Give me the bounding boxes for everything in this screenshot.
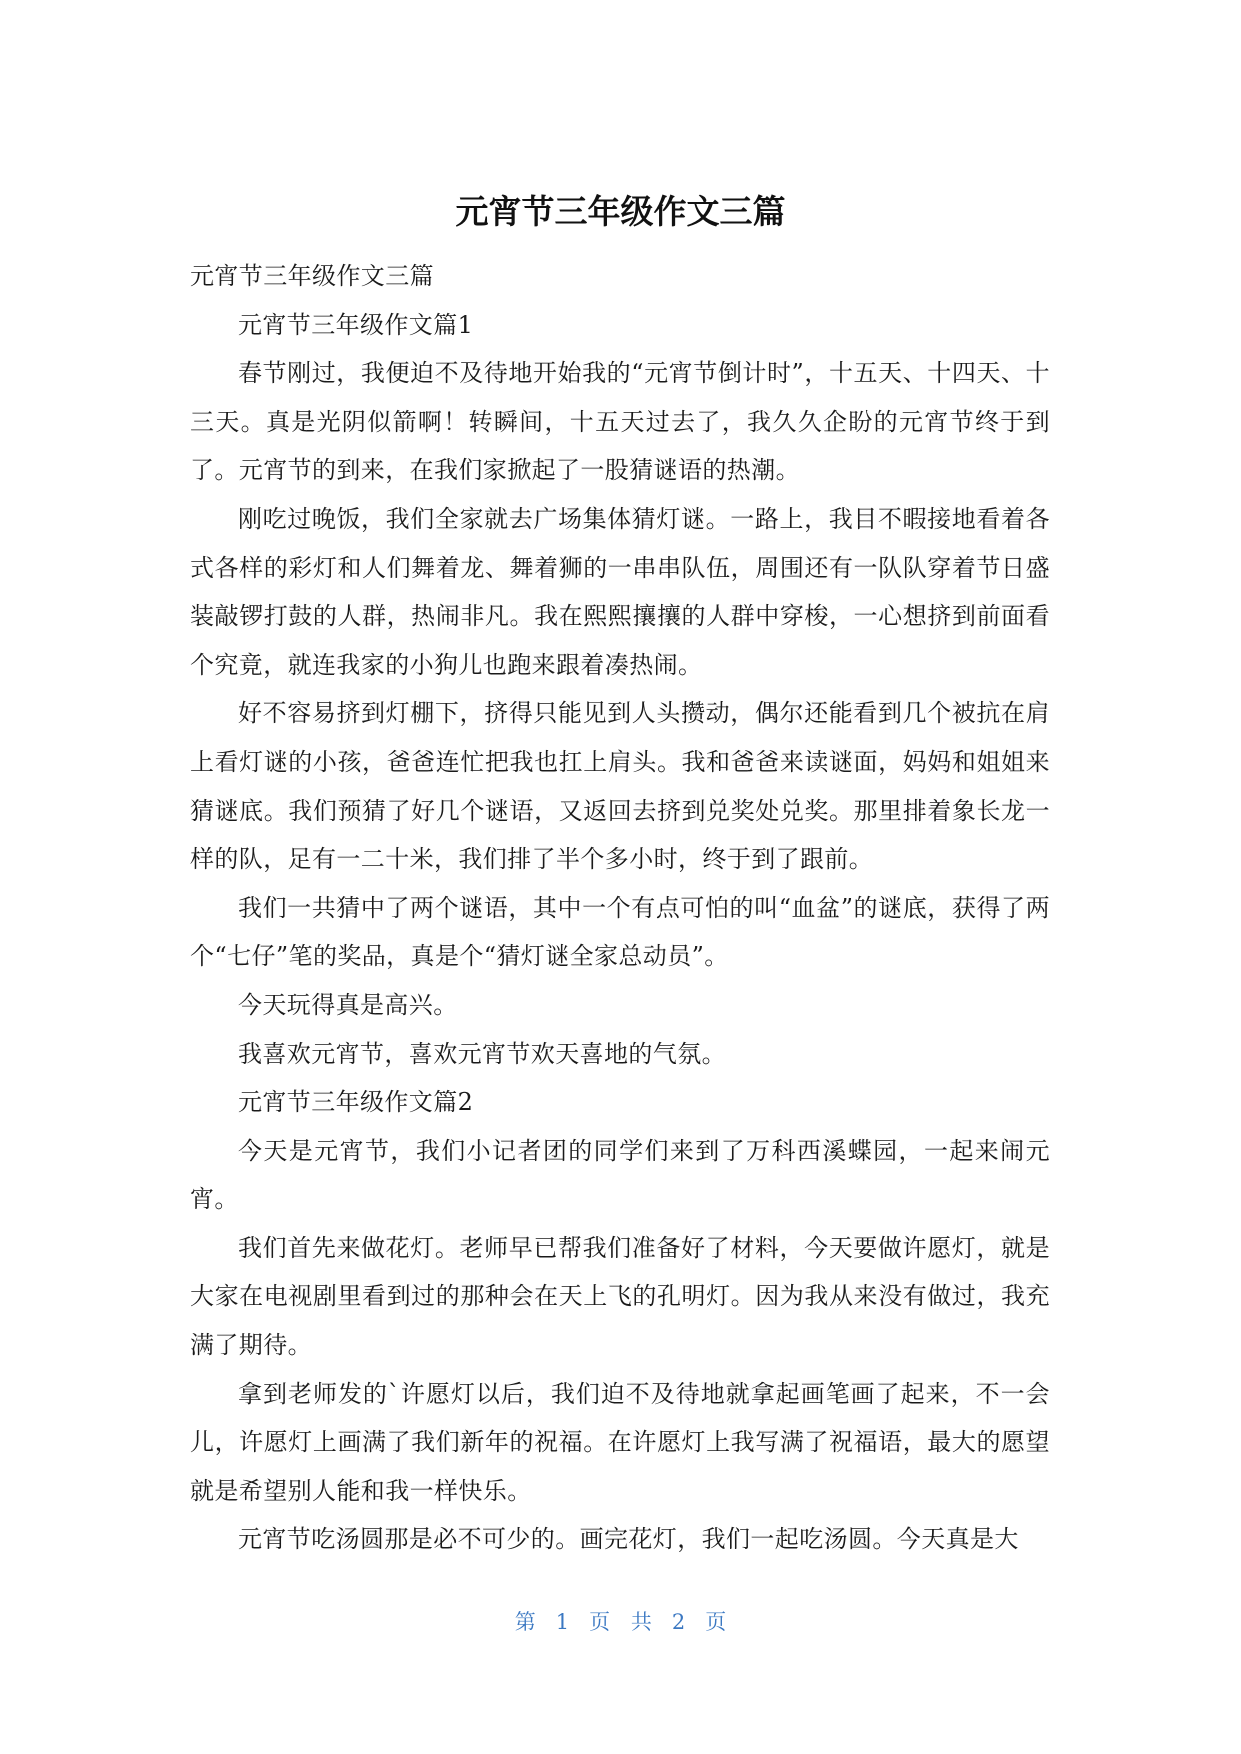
paragraph: 好不容易挤到灯棚下，挤得只能见到人头攒动，偶尔还能看到几个被抗在肩上看灯谜的小孩，爸爸连忙把我也扛上肩头。我和爸爸来读谜面，妈妈和姐姐来猜谜底。我们预猜了好几个谜语，又返回去挤到兑奖处兑奖。那里排着象长龙一样的队，足有一二十米，我们排了半个多小时，终于到了跟前。 (190, 699, 1050, 874)
document-body (190, 252, 1050, 1564)
section-heading-1: 元宵节三年级作文篇1 (238, 310, 474, 339)
footer-total-pages: 2 (671, 1610, 686, 1634)
document-subtitle: 元宵节三年级作文三篇 (190, 262, 434, 290)
paragraph: 我们首先来做花灯。老师早已帮我们准备好了材料，今天要做许愿灯，就是大家在电视剧里看到过的那种会在天上飞的孔明灯。因为我从来没有做过，我充满了期待。 (190, 1233, 1050, 1360)
paragraph: 今天是元宵节，我们小记者团的同学们来到了万科西溪蝶园，一起来闹元宵。 (190, 1136, 1050, 1214)
paragraph: 刚吃过晚饭，我们全家就去广场集体猜灯谜。一路上，我目不暇接地看着各式各样的彩灯和人们舞着龙、舞着狮的一串串队伍，周围还有一队队穿着节日盛装敲锣打鼓的人群，热闹非凡。我在熙熙攘攘的人群中穿梭，一心想挤到前面看个究竟，就连我家的小狗儿也跑来跟着凑热闹。 (190, 504, 1050, 679)
paragraph: 元宵节吃汤圆那是必不可少的。画完花灯，我们一起吃汤圆。今天真是大 (238, 1525, 1019, 1554)
paragraph: 今天玩得真是高兴。 (238, 990, 458, 1019)
section-heading-2: 元宵节三年级作文篇2 (238, 1088, 474, 1117)
paragraph: 春节刚过，我便迫不及待地开始我的“元宵节倒计时”，十五天、十四天、十三天。真是光阴似箭啊！转瞬间，十五天过去了，我久久企盼的元宵节终于到了。元宵节的到来，在我们家掀起了一股猜谜语的热潮。 (190, 359, 1050, 485)
footer-suffix: 页 (705, 1610, 727, 1634)
footer-prefix: 第 (514, 1610, 536, 1634)
footer-current-page: 1 (555, 1610, 570, 1634)
paragraph: 我们一共猜中了两个谜语，其中一个有点可怕的叫“血盆”的谜底，获得了两个“七仔”笔的奖品，真是个“猜灯谜全家总动员”。 (190, 893, 1050, 971)
document-title: 元宵节三年级作文三篇 (455, 192, 786, 231)
paragraph: 拿到老师发的`许愿灯以后，我们迫不及待地就拿起画笔画了起来，不一会儿，许愿灯上画满了我们新年的祝福。在许愿灯上我写满了祝福语，最大的愿望就是希望别人能和我一样快乐。 (190, 1379, 1050, 1505)
paragraph: 我喜欢元宵节，喜欢元宵节欢天喜地的气氛。 (238, 1039, 726, 1068)
footer-middle: 页 共 (589, 1610, 652, 1634)
page-number-footer (0, 1608, 1241, 1636)
